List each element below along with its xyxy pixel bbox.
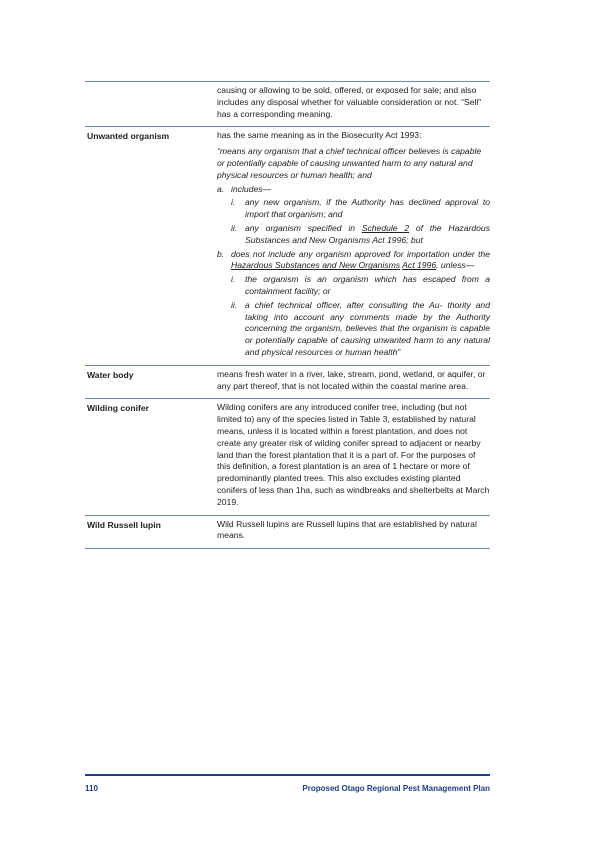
list-text bbox=[245, 223, 490, 247]
list-item bbox=[231, 197, 490, 221]
hsno-link[interactable]: Hazardous Substances and New Organisms bbox=[231, 260, 401, 271]
list-item bbox=[217, 249, 490, 273]
list-text: any new organism, if the Authority has declined approval to import that organism; and bbox=[245, 197, 490, 220]
table-row bbox=[85, 399, 490, 515]
definition-text: Wilding conifers are any introduced conifer tree, including (but not limited to) any of the species listed in Table 3, established by natural means, unless it is located within a forest plantation, and does not create any greater risk of wilding conifer spread to adjacent or nearby land than the forest plantation that it is a part of. For the purposes of this definition, a forest plantation is an area of 1 hectare or more of predominantly planted trees. This also excludes existing planted conifers of less than 1ha, such as windbreaks and shelterbelts at March 2019. bbox=[217, 402, 490, 507]
list-text: includes— bbox=[231, 183, 272, 194]
list-item bbox=[231, 274, 490, 298]
definition-cell bbox=[217, 402, 490, 508]
text-segment: any organism specified in bbox=[245, 222, 362, 233]
definition-cell bbox=[217, 369, 490, 393]
table-row bbox=[85, 81, 490, 127]
list-text bbox=[231, 249, 490, 273]
text-segment: , unless— bbox=[436, 260, 475, 271]
list-marker: ii. bbox=[231, 299, 238, 310]
list-marker: i. bbox=[231, 274, 236, 285]
list-marker: a. bbox=[217, 183, 225, 194]
list-marker: ii. bbox=[231, 222, 238, 233]
term-cell: Water body bbox=[87, 369, 134, 380]
list-item bbox=[231, 223, 490, 247]
table-row bbox=[85, 516, 490, 550]
table-row bbox=[85, 366, 490, 400]
text-segment: does not include any organism approved for importation under the bbox=[231, 248, 490, 259]
definition-text: causing or allowing to be sold, offered, or exposed for sale; and also includes any disposal whether for valuable consideration or not. “Sell” has a corresponding meaning. bbox=[217, 85, 482, 119]
list-marker: b. bbox=[217, 248, 225, 259]
table-row bbox=[85, 127, 490, 365]
list-item bbox=[231, 300, 490, 359]
definition-text: means fresh water in a river, lake, stream, pond, wetland, or aquifer, or any part thereof, that is not located within the coastal marine area. bbox=[217, 368, 486, 391]
term-cell bbox=[85, 85, 217, 120]
definition-cell bbox=[217, 519, 490, 543]
definition-quote: “means any organism that a chief technical officer believes is capable or potentially capable of causing unwanted harm to any natural and physical resources or human health; and bbox=[217, 146, 482, 180]
list-marker: i. bbox=[231, 197, 236, 208]
term-cell: Wild Russell lupin bbox=[87, 519, 161, 530]
page-number: 110 bbox=[85, 784, 98, 793]
list-item bbox=[217, 184, 490, 196]
list-text: a chief technical officer, after consulting the Au- thority and taking into account any comments made by the Authority concerning the organism, believes that the organism is capable or potentially capable of causing unwanted harm to any natural and physical resources or human health” bbox=[245, 299, 490, 357]
definition-list bbox=[217, 184, 490, 359]
definitions-table bbox=[85, 81, 490, 549]
term-cell: Wilding conifer bbox=[87, 403, 149, 414]
footer-divider bbox=[85, 774, 490, 776]
definition-cell bbox=[217, 85, 490, 120]
definition-cell bbox=[217, 130, 490, 358]
footer-document-title: Proposed Otago Regional Pest Management Plan bbox=[302, 784, 490, 793]
definition-text: Wild Russell lupins are Russell lupins that are established by natural means. bbox=[217, 518, 477, 541]
term-cell: Unwanted organism bbox=[87, 131, 170, 142]
text-segment: of the Hazardous Substances and New Organisms Act 1996; but bbox=[245, 222, 490, 245]
list-text: the organism is an organism which has escaped from a containment facility; or bbox=[245, 274, 490, 296]
schedule-2-link[interactable]: Schedule 2 bbox=[361, 222, 410, 233]
definition-intro: has the same meaning as in the Biosecurity Act 1993: bbox=[217, 130, 422, 141]
act-1996-link[interactable]: Act 1996 bbox=[402, 260, 437, 271]
